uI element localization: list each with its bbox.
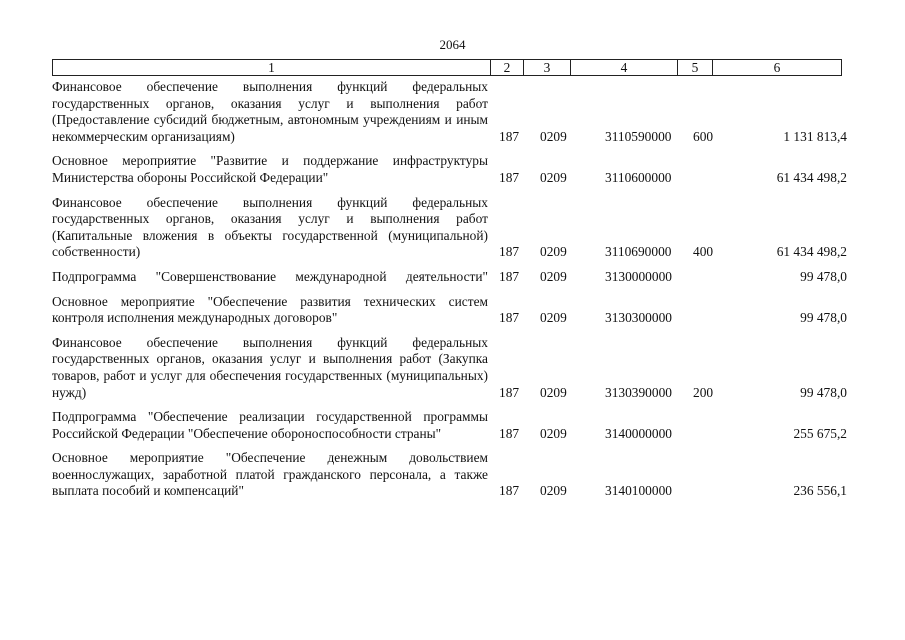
row-expense-type: 400	[693, 244, 714, 260]
row-target: 3140100000	[605, 483, 672, 499]
row-target: 3130300000	[605, 310, 672, 326]
row-amount: 99 478,0	[800, 268, 847, 284]
table-row	[52, 195, 849, 261]
row-target: 3130000000	[605, 268, 672, 284]
row-amount: 255 675,2	[793, 425, 847, 441]
row-ministry: 187	[499, 244, 520, 260]
table-row	[52, 79, 849, 145]
row-name: Основное мероприятие "Обеспечение развития технических систем контроля исполнения международных договоров"	[52, 293, 488, 326]
row-name: Финансовое обеспечение выполнения функций федеральных государственных органов, оказания услуг и выполнения работ (Закупка товаров, работ и услуг для обеспечения государственных (муниципальных) нужд)	[52, 334, 488, 400]
table-row	[52, 335, 849, 401]
row-section: 0209	[540, 483, 567, 499]
row-name: Финансовое обеспечение выполнения функций федеральных государственных органов, оказания услуг и выполнения работ (Предоставление субсидий бюджетным, автономным учреждениям и иным некоммерческим организациям)	[52, 79, 488, 144]
row-amount: 236 556,1	[793, 483, 847, 499]
row-amount: 1 131 813,4	[783, 128, 847, 144]
row-ministry: 187	[499, 483, 520, 499]
row-amount: 99 478,0	[800, 310, 847, 326]
row-amount: 99 478,0	[800, 384, 847, 400]
row-section: 0209	[540, 384, 567, 400]
column-header-section: 3	[524, 60, 571, 76]
row-ministry: 187	[499, 128, 520, 144]
row-target: 3110690000	[605, 244, 672, 260]
row-amount: 61 434 498,2	[776, 169, 847, 185]
table-row	[52, 294, 849, 327]
row-section: 0209	[540, 268, 567, 284]
table-row	[52, 450, 849, 500]
table-row	[52, 153, 849, 186]
budget-table-body	[52, 79, 849, 508]
row-section: 0209	[540, 310, 567, 326]
row-target: 3130390000	[605, 384, 672, 400]
row-ministry: 187	[499, 384, 520, 400]
column-header-ministry: 2	[491, 60, 524, 76]
column-header-amount: 6	[713, 60, 842, 76]
row-section: 0209	[540, 128, 567, 144]
column-header-target: 4	[571, 60, 678, 76]
row-expense-type: 200	[693, 384, 714, 400]
row-ministry: 187	[499, 310, 520, 326]
table-row	[52, 409, 849, 442]
row-ministry: 187	[499, 268, 520, 284]
row-section: 0209	[540, 244, 567, 260]
row-name: Финансовое обеспечение выполнения функций федеральных государственных органов, оказания услуг и выполнения работ (Капитальные вложения в объекты государственной (муниципальной) собственности)	[52, 194, 488, 260]
column-header-name: 1	[53, 60, 491, 76]
table-row	[52, 269, 849, 286]
row-ministry: 187	[499, 425, 520, 441]
row-expense-type: 600	[693, 128, 714, 144]
row-target: 3110590000	[605, 128, 672, 144]
page-number: 2064	[439, 37, 466, 52]
row-name: Подпрограмма "Обеспечение реализации государственной программы Российской Федерации "Обеспечение обороноспособности страны"	[52, 409, 488, 441]
row-name: Основное мероприятие "Развитие и поддержание инфраструктуры Министерства обороны Российской Федерации"	[52, 153, 488, 185]
column-header-expense-type: 5	[678, 60, 713, 76]
row-name: Основное мероприятие "Обеспечение денежным довольствием военнослужащих, заработной платой гражданского персонала, а также выплата пособий и компенсаций"	[52, 450, 488, 499]
row-section: 0209	[540, 425, 567, 441]
row-ministry: 187	[499, 169, 520, 185]
row-target: 3110600000	[605, 169, 672, 185]
row-section: 0209	[540, 169, 567, 185]
row-target: 3140000000	[605, 425, 672, 441]
row-amount: 61 434 498,2	[776, 244, 847, 260]
row-name: Подпрограмма "Совершенствование международной деятельности"	[52, 268, 488, 284]
column-header-row	[52, 59, 842, 76]
